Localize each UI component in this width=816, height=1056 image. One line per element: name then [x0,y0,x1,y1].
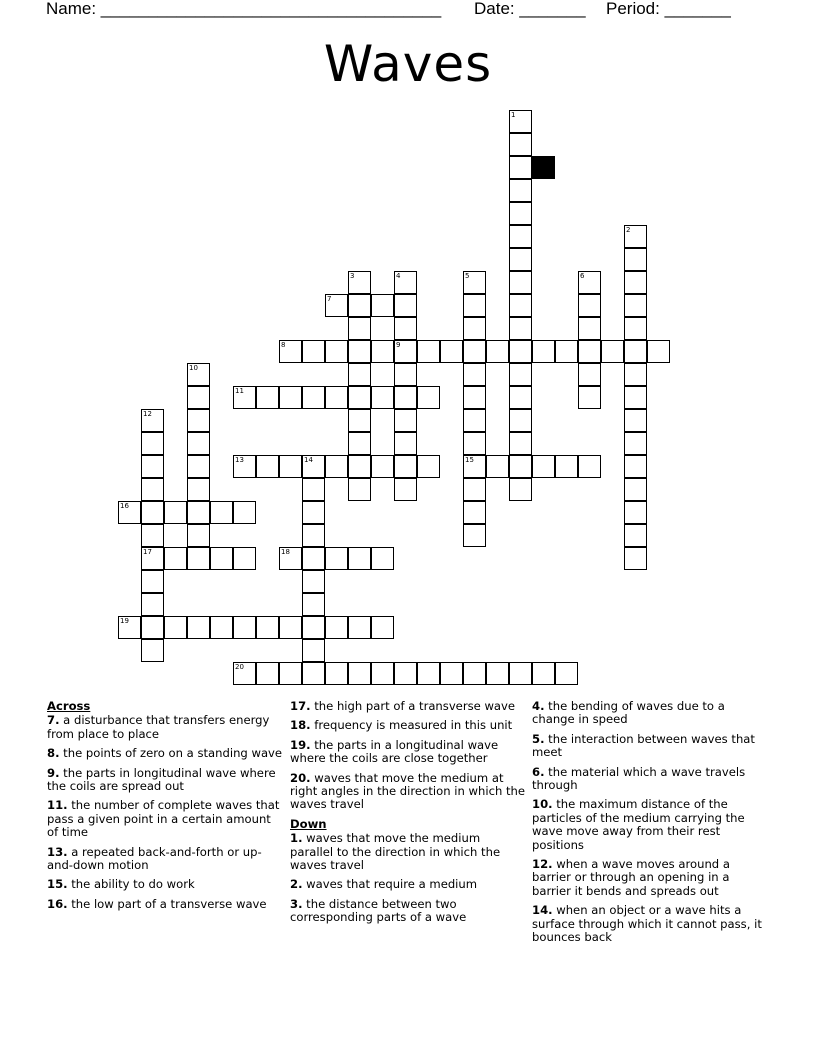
down-heading: Down [290,816,327,831]
crossword-cell[interactable] [463,271,486,294]
clue-number: 19. [290,737,311,752]
crossword-cell[interactable] [532,340,555,363]
clue-item [47,714,283,741]
crossword-cell[interactable] [394,432,417,455]
crossword-cell[interactable] [509,363,532,386]
crossword-cell[interactable] [302,662,325,685]
clue-number: 7 [327,295,332,303]
crossword-cell[interactable] [624,501,647,524]
crossword-cell[interactable] [187,478,210,501]
crossword-cell[interactable] [325,340,348,363]
crossword-cell[interactable] [348,340,371,363]
crossword-cell[interactable] [509,133,532,156]
clue-number: 6 [580,272,585,280]
crossword-cell[interactable] [578,340,601,363]
clue-number: 17. [290,699,311,713]
crossword-cell[interactable] [302,639,325,662]
crossword-cell[interactable] [233,547,256,570]
clue-text: the distance between two corresponding parts of a wave [290,896,467,925]
crossword-cell[interactable] [302,455,325,478]
crossword-cell[interactable] [394,294,417,317]
clue-number: 8. [47,746,60,761]
crossword-cell[interactable] [348,271,371,294]
crossword-cell[interactable] [601,340,624,363]
crossword-cell[interactable] [463,524,486,547]
clue-number: 16 [120,502,129,510]
crossword-cell[interactable] [141,501,164,524]
crossword-cell[interactable] [302,501,325,524]
crossword-cell[interactable] [325,386,348,409]
clue-text: waves that require a medium [302,877,478,892]
clue-item [290,772,526,812]
crossword-cell[interactable] [509,271,532,294]
clue-text: the parts in a longitudinal wave where the coils are close together [290,737,499,766]
crossword-cell[interactable] [463,662,486,685]
clue-number: 1. [290,831,303,846]
header [46,0,786,22]
crossword-cell[interactable] [463,294,486,317]
crossword-cell[interactable] [187,501,210,524]
clue-text: when an object or a wave hits a surface through which it cannot pass, it bounces back [532,903,762,945]
crossword-cell[interactable] [348,547,371,570]
crossword-cell[interactable] [417,455,440,478]
crossword-cell[interactable] [624,363,647,386]
crossword-cell[interactable] [348,662,371,685]
crossword-cell[interactable] [624,225,647,248]
crossword-cell[interactable] [417,386,440,409]
clue-number: 12 [143,410,152,418]
clue-number: 14. [532,903,553,918]
clue-number: 8 [281,341,286,349]
crossword-cell[interactable] [210,501,233,524]
crossword-cell[interactable] [394,386,417,409]
clue-number: 13. [47,844,68,859]
crossword-cell[interactable] [325,662,348,685]
across-clues-list-continued [290,700,526,812]
clue-number: 20. [290,770,311,785]
crossword-cell[interactable] [394,455,417,478]
crossword-cell[interactable] [394,662,417,685]
crossword-cell[interactable] [578,386,601,409]
crossword-cell[interactable] [463,363,486,386]
crossword-cell[interactable] [486,455,509,478]
clue-number: 9 [396,341,401,349]
crossword-cell[interactable] [624,432,647,455]
clue-item [532,904,768,944]
crossword-cell[interactable] [348,409,371,432]
clue-number: 14 [304,456,313,464]
page-title: Waves [323,35,493,93]
name-field[interactable]: Name: ____________________________________ [46,0,442,18]
clue-number: 20 [235,663,244,671]
clue-item [290,832,526,872]
clue-text: the low part of a transverse wave [67,896,267,911]
crossword-cell[interactable] [233,386,256,409]
clue-column-3 [532,700,768,951]
crossword-cell[interactable] [279,547,302,570]
clue-column-1 [47,700,283,917]
crossword-cell[interactable] [509,478,532,501]
crossword-cell[interactable] [555,340,578,363]
clue-item [290,878,526,891]
crossword-cell[interactable] [325,547,348,570]
crossword-cell[interactable] [509,455,532,478]
clue-text: waves that move the medium parallel to the direction in which the waves travel [290,831,501,873]
clue-text: the high part of a transverse wave [310,699,516,713]
crossword-cell[interactable] [118,616,141,639]
crossword-cell[interactable] [118,501,141,524]
clue-item [290,700,526,713]
clue-item [47,878,283,891]
crossword-cell[interactable] [463,478,486,501]
crossword-cell[interactable] [624,455,647,478]
crossword-cell[interactable] [394,478,417,501]
clue-text: the parts in longitudinal wave where the coils are spread out [47,765,276,794]
crossword-cell[interactable] [624,409,647,432]
down-clues-list [290,832,526,924]
crossword-cell[interactable] [279,455,302,478]
crossword-cell[interactable] [509,294,532,317]
crossword-cell[interactable] [371,455,394,478]
crossword-cell[interactable] [141,570,164,593]
clue-number: 6. [532,764,545,779]
crossword-cell[interactable] [394,317,417,340]
crossword-cell[interactable] [210,547,233,570]
crossword-cell[interactable] [463,501,486,524]
crossword-cell[interactable] [348,455,371,478]
clue-item [47,767,283,794]
crossword-cell[interactable] [532,662,555,685]
crossword-cell[interactable] [302,524,325,547]
crossword-cell[interactable] [578,363,601,386]
crossword-cell[interactable] [187,363,210,386]
clue-item [532,798,768,852]
period-field[interactable]: Period: _______ [606,0,731,18]
crossword-cell[interactable] [141,455,164,478]
crossword-cell[interactable] [394,409,417,432]
crossword-cell[interactable] [486,340,509,363]
crossword-cell[interactable] [624,340,647,363]
clue-number: 9. [47,765,60,780]
crossword-cell[interactable] [440,662,463,685]
crossword-cell[interactable] [256,616,279,639]
clue-item [532,700,768,727]
crossword-cell[interactable] [256,662,279,685]
crossword-cell[interactable] [624,317,647,340]
clue-number: 15 [465,456,474,464]
crossword-cell[interactable] [256,455,279,478]
crossword-cell[interactable] [348,432,371,455]
clue-text: the interaction between waves that meet [532,731,755,760]
crossword-cell[interactable] [509,662,532,685]
clue-number: 3 [350,272,355,280]
clue-item [290,739,526,766]
clue-text: the points of zero on a standing wave [59,746,283,761]
clue-number: 1 [511,111,516,119]
crossword-cell[interactable] [371,547,394,570]
crossword-cell[interactable] [578,317,601,340]
crossword-cell[interactable] [463,432,486,455]
crossword-cell[interactable] [279,662,302,685]
crossword-cell[interactable] [463,455,486,478]
crossword-cell[interactable] [624,294,647,317]
crossword-cell[interactable] [509,409,532,432]
crossword-cell[interactable] [325,455,348,478]
clue-number: 11. [47,798,68,813]
clue-number: 3. [290,896,303,911]
crossword-cell[interactable] [440,340,463,363]
crossword-cell[interactable] [233,662,256,685]
crossword-cell[interactable] [302,386,325,409]
crossword-cell[interactable] [325,616,348,639]
clue-text: a disturbance that transfers energy from place to place [47,713,270,741]
clue-number: 11 [235,387,244,395]
crossword-cell[interactable] [394,340,417,363]
crossword-cell[interactable] [302,478,325,501]
crossword-cell[interactable] [302,616,325,639]
clue-number: 18. [290,718,311,733]
clue-text: the ability to do work [67,877,195,892]
clue-number: 18 [281,548,290,556]
clue-item [47,898,283,911]
clue-item [532,858,768,898]
crossword-cell[interactable] [233,501,256,524]
crossword-cell[interactable] [348,317,371,340]
clue-number: 15. [47,877,68,892]
clue-number: 16. [47,896,68,911]
clue-number: 4 [396,272,401,280]
clue-number: 17 [143,548,152,556]
crossword-cell[interactable] [463,409,486,432]
crossword-cell[interactable] [141,478,164,501]
clue-item [47,846,283,873]
crossword-cell[interactable] [509,179,532,202]
crossword-cell[interactable] [141,639,164,662]
crossword-cell[interactable] [509,110,532,133]
crossword-cell[interactable] [371,386,394,409]
crossword-cell[interactable] [187,432,210,455]
clue-item [47,799,283,839]
crossword-cell[interactable] [624,248,647,271]
clue-number: 4. [532,699,545,713]
clue-text: the number of complete waves that pass a given point in a certain amount of time [47,798,280,840]
crossword-cell[interactable] [279,616,302,639]
crossword-cell[interactable] [279,340,302,363]
crossword-cell[interactable] [509,202,532,225]
crossword-cell[interactable] [624,547,647,570]
crossword-cell[interactable] [187,524,210,547]
crossword-cell[interactable] [233,616,256,639]
crossword-cell[interactable] [302,340,325,363]
crossword-cell[interactable] [348,363,371,386]
crossword-cell[interactable] [463,317,486,340]
crossword-cell[interactable] [578,294,601,317]
crossword-cell[interactable] [187,455,210,478]
crossword-cell[interactable] [279,386,302,409]
crossword-cell[interactable] [509,432,532,455]
crossword-cell[interactable] [624,386,647,409]
clue-item [532,733,768,760]
crossword-cell[interactable] [302,593,325,616]
crossword-cell[interactable] [509,386,532,409]
clue-text: the bending of waves due to a change in speed [532,699,725,727]
clue-text: the maximum distance of the particles of the medium carrying the wave move away from their rest positions [532,797,745,852]
clue-text: a repeated back-and-forth or up-and-down motion [47,844,262,873]
crossword-cell[interactable] [256,386,279,409]
crossword-cell[interactable] [647,340,670,363]
clue-column-2 [290,700,526,931]
clue-number: 12. [532,857,553,872]
crossword-cell[interactable] [394,363,417,386]
clue-number: 2 [626,226,631,234]
crossword-cell[interactable] [532,455,555,478]
across-heading: Across [47,699,91,713]
crossword-cell[interactable] [210,616,233,639]
clue-text: the material which a wave travels through [532,764,746,793]
crossword-cell[interactable] [509,317,532,340]
crossword-cell[interactable] [417,662,440,685]
crossword-cell[interactable] [371,340,394,363]
clue-number: 13 [235,456,244,464]
crossword-cell[interactable] [624,271,647,294]
crossword-cell[interactable] [348,386,371,409]
clue-item [290,898,526,925]
crossword-cell[interactable] [187,616,210,639]
crossword-cell[interactable] [371,294,394,317]
crossword-cell[interactable] [371,616,394,639]
crossword-cell[interactable] [141,547,164,570]
crossword-cell[interactable] [371,662,394,685]
crossword-cell[interactable] [348,616,371,639]
clue-number: 2. [290,877,303,892]
crossword-cell[interactable] [417,340,440,363]
crossword-cell[interactable] [141,432,164,455]
crossword-cell[interactable] [509,248,532,271]
crossword-cell[interactable] [509,225,532,248]
crossword-cell[interactable] [348,294,371,317]
clue-text: waves that move the medium at right angles in the direction in which the waves travel [290,770,526,812]
crossword-cell[interactable] [141,409,164,432]
crossword-cell[interactable] [141,524,164,547]
crossword-cell[interactable] [555,455,578,478]
crossword-cell[interactable] [187,547,210,570]
clue-number: 5. [532,731,545,746]
crossword-cell[interactable] [302,570,325,593]
clue-text: when a wave moves around a barrier or through an opening in a barrier it bends and spreads out [532,857,730,898]
crossword-cell[interactable] [164,616,187,639]
crossword-cell[interactable] [578,455,601,478]
clue-text: frequency is measured in this unit [310,718,513,733]
crossword-cell[interactable] [463,386,486,409]
crossword-cell[interactable] [141,616,164,639]
crossword-cell[interactable] [141,593,164,616]
crossword-cell[interactable] [233,455,256,478]
crossword-cell[interactable] [302,547,325,570]
clue-number: 19 [120,617,129,625]
clue-number: 7. [47,713,60,728]
crossword-cell[interactable] [624,478,647,501]
across-clues-list [47,714,283,911]
crossword-cell[interactable] [486,662,509,685]
crossword-cell[interactable] [624,524,647,547]
crossword-cell[interactable] [509,156,532,179]
crossword-cell[interactable] [164,547,187,570]
crossword-cell[interactable] [509,340,532,363]
crossword-cell[interactable] [325,294,348,317]
crossword-cell[interactable] [187,409,210,432]
clue-item [47,747,283,760]
crossword-cell[interactable] [555,662,578,685]
crossword-cell[interactable] [578,271,601,294]
clue-number: 5 [465,272,470,280]
crossword-cell[interactable] [348,478,371,501]
clue-item [532,766,768,793]
date-field[interactable]: Date: _______ [474,0,586,18]
down-clues-list-continued [532,700,768,945]
black-cell [532,156,555,179]
clue-item [290,719,526,732]
clue-number: 10. [532,797,553,812]
crossword-cell[interactable] [394,271,417,294]
clue-number: 10 [189,364,198,372]
crossword-cell[interactable] [164,501,187,524]
crossword-cell[interactable] [463,340,486,363]
crossword-cell[interactable] [187,386,210,409]
